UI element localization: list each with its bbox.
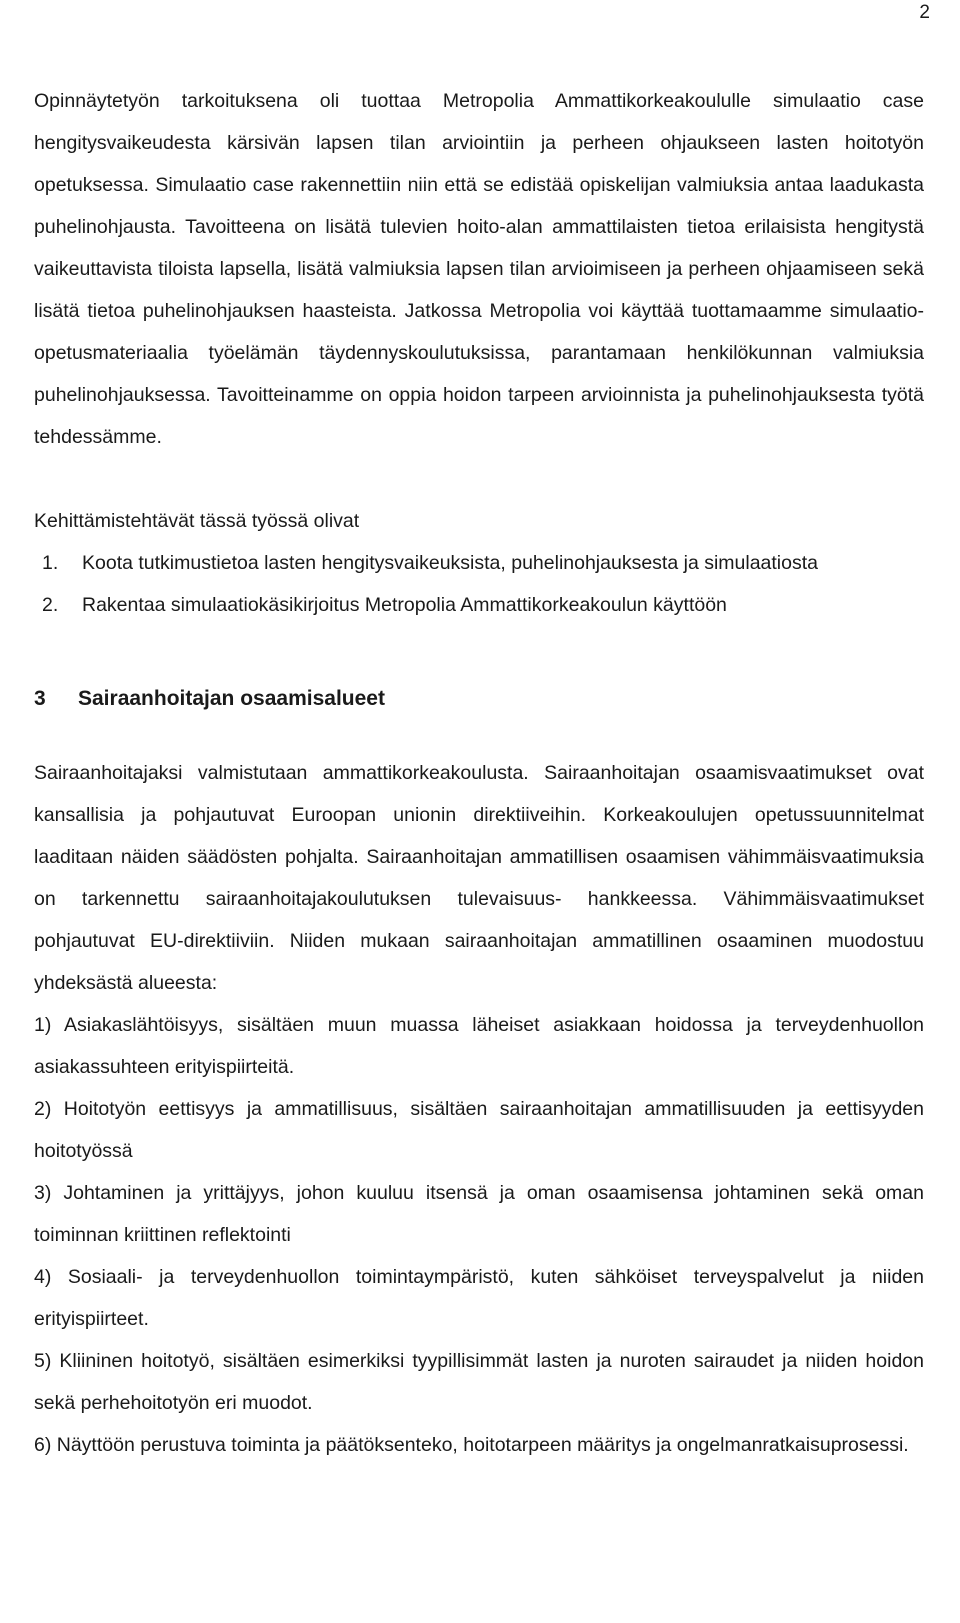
competence-area: 6) Näyttöön perustuva toiminta ja päätöksenteko, hoitotarpeen määritys ja ongelmanratkaisuprosessi. (34, 1434, 909, 1456)
task-text: Rakentaa simulaatiokäsikirjoitus Metropolia Ammattikorkeakoulun käyttöön (82, 594, 727, 616)
task-item (42, 584, 924, 626)
section-number: 3 (34, 687, 46, 710)
competence-area: 2) Hoitotyön eettisyys ja ammatillisuus, sisältäen sairaanhoitajan ammatillisuuden ja eettisyyden hoitotyössä (34, 1098, 924, 1162)
competence-area: 5) Kliininen hoitotyö, sisältäen esimerkiksi tyypillisimmät lasten ja nuroten sairaudet ja niiden hoidon sekä perhehoitotyön eri muodot. (34, 1350, 924, 1414)
task-number: 2. (42, 594, 59, 616)
tasks-title: Kehittämistehtävät tässä työssä olivat (34, 510, 360, 532)
competence-area: 3) Johtaminen ja yrittäjyys, johon kuuluu itsensä ja oman osaamisensa johtaminen sekä oman toiminnan kriittinen reflektointi (34, 1182, 924, 1246)
page-number: 2 (919, 2, 930, 23)
task-text: Koota tutkimustietoa lasten hengitysvaikeuksista, puhelinohjauksesta ja simulaatiosta (82, 552, 819, 574)
task-number: 1. (42, 552, 59, 574)
tasks-list (34, 542, 924, 626)
section-paragraph: Sairaanhoitajaksi valmistutaan ammattikorkeakoulusta. Sairaanhoitajan osaamisvaatimukset ovat kansallisia ja pohjautuvat Euroopan unionin direktiiveihin. Korkeakoulujen opetussuunnitelmat laaditaan näiden säädösten pohjalta. Sairaanhoitajan ammatillisen osaamisen vähimmäisvaatimuksia on tarkennettu sairaanhoitajakoulutuksen tulevaisuus- hankkeessa. Vähimmäisvaatimukset pohjautuvat EU-direktiiviin. Niiden mukaan sairaanhoitajan ammatillinen osaaminen muodostuu yhdeksästä alueesta: (34, 762, 924, 994)
competence-area: 1) Asiakaslähtöisyys, sisältäen muun muassa läheiset asiakkaan hoidossa ja terveydenhuollon asiakassuhteen erityispiirteitä. (34, 1014, 924, 1078)
section-title: Sairaanhoitajan osaamisalueet (78, 687, 385, 710)
document-body (34, 80, 924, 1466)
task-item (42, 542, 924, 584)
section-heading (34, 678, 924, 720)
competence-area: 4) Sosiaali- ja terveydenhuollon toimintaympäristö, kuten sähköiset terveyspalvelut ja niiden erityispiirteet. (34, 1266, 924, 1330)
intro-paragraph: Opinnäytetyön tarkoituksena oli tuottaa Metropolia Ammattikorkeakoululle simulaatio case hengitysvaikeudesta kärsivän lapsen tilan arviointiin ja perheen ohjaukseen lasten hoitotyön opetuksessa. Simulaatio case rakennettiin niin että se edistää opiskelijan valmiuksia antaa laadukasta puhelinohjausta. Tavoitteena on lisätä tulevien hoito-alan ammattilaisten tietoa erilaisista hengitystä vaikeuttavista tiloista lapsella, lisätä valmiuksia lapsen tilan arvioimiseen ja perheen ohjaamiseen sekä lisätä tietoa puhelinohjauksen haasteista. Jatkossa Metropolia voi käyttää tuottamaamme simulaatio-opetusmateriaalia työelämän täydennyskoulutuksissa, parantamaan henkilökunnan valmiuksia puhelinohjauksessa. Tavoitteinamme on oppia hoidon tarpeen arvioinnista ja puhelinohjauksesta työtä tehdessämme. (34, 90, 924, 448)
